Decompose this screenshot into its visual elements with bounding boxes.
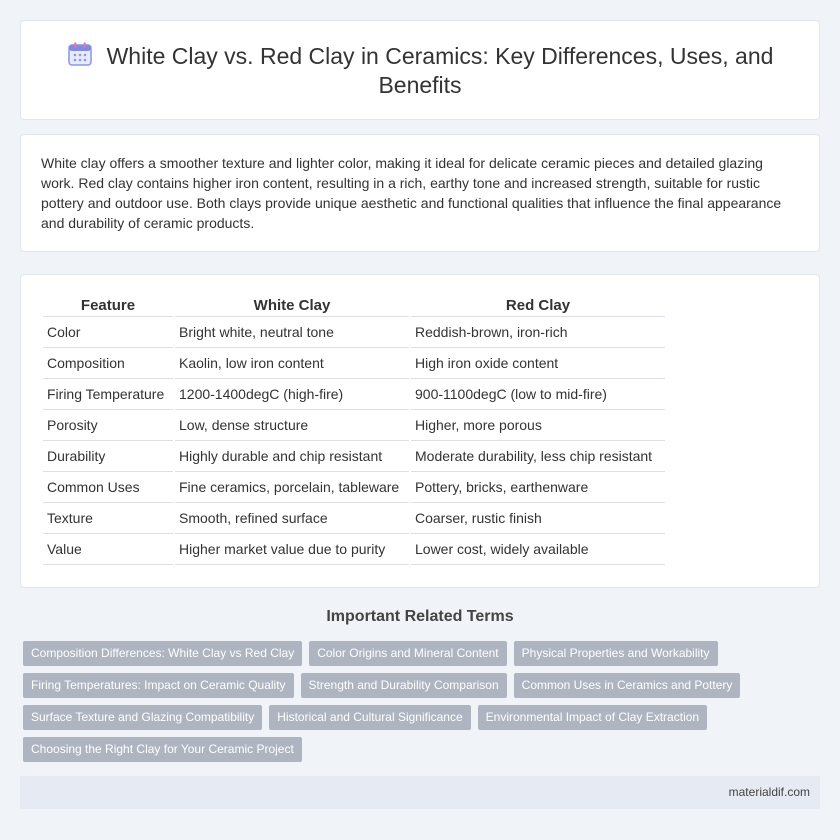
- comparison-table-card: [20, 274, 820, 588]
- related-tag-surface-texture[interactable]: Surface Texture and Glazing Compatibility: [23, 705, 262, 730]
- related-tag-firing-temperatures[interactable]: Firing Temperatures: Impact on Ceramic Quality: [23, 673, 294, 698]
- cell-red-clay: Lower cost, widely available: [411, 534, 665, 565]
- cell-feature: Color: [43, 317, 173, 348]
- cell-red-clay: 900-1100degC (low to mid-fire): [411, 379, 665, 410]
- cell-red-clay: Coarser, rustic finish: [411, 503, 665, 534]
- page-title: White Clay vs. Red Clay in Ceramics: Key Differences, Uses, and Benefits: [106, 42, 774, 98]
- cell-red-clay: High iron oxide content: [411, 348, 665, 379]
- cell-red-clay: Moderate durability, less chip resistant: [411, 441, 665, 472]
- table-row: [43, 472, 665, 503]
- cell-white-clay: 1200-1400degC (high-fire): [175, 379, 409, 410]
- cell-red-clay: Higher, more porous: [411, 410, 665, 441]
- header-feature: Feature: [43, 295, 173, 317]
- related-tag-choosing-right-clay[interactable]: Choosing the Right Clay for Your Ceramic Project: [23, 737, 302, 762]
- table-row: [43, 379, 665, 410]
- cell-red-clay: Reddish-brown, iron-rich: [411, 317, 665, 348]
- cell-white-clay: Kaolin, low iron content: [175, 348, 409, 379]
- footer-site-link[interactable]: materialdif.com: [728, 785, 810, 799]
- related-terms-tags: [23, 641, 823, 769]
- related-tag-color-origins[interactable]: Color Origins and Mineral Content: [309, 641, 506, 666]
- table-row: [43, 348, 665, 379]
- cell-feature: Texture: [43, 503, 173, 534]
- table-header-row: [43, 295, 665, 317]
- cell-feature: Firing Temperature: [43, 379, 173, 410]
- cell-feature: Value: [43, 534, 173, 565]
- header-white-clay: White Clay: [175, 295, 409, 317]
- calendar-icon: [67, 41, 93, 67]
- footer: [20, 776, 820, 809]
- cell-white-clay: Fine ceramics, porcelain, tableware: [175, 472, 409, 503]
- cell-feature: Common Uses: [43, 472, 173, 503]
- intro-card: [20, 134, 820, 252]
- table-row: [43, 534, 665, 565]
- cell-white-clay: Low, dense structure: [175, 410, 409, 441]
- table-row: [43, 317, 665, 348]
- cell-feature: Composition: [43, 348, 173, 379]
- related-tag-strength-durability[interactable]: Strength and Durability Comparison: [301, 673, 507, 698]
- cell-white-clay: Highly durable and chip resistant: [175, 441, 409, 472]
- cell-feature: Porosity: [43, 410, 173, 441]
- table-row: [43, 441, 665, 472]
- related-tag-physical-properties[interactable]: Physical Properties and Workability: [514, 641, 718, 666]
- related-tag-composition-differences[interactable]: Composition Differences: White Clay vs Red Clay: [23, 641, 302, 666]
- table-row: [43, 410, 665, 441]
- cell-white-clay: Smooth, refined surface: [175, 503, 409, 534]
- header-card: [20, 20, 820, 120]
- comparison-table: [41, 295, 667, 565]
- cell-white-clay: Bright white, neutral tone: [175, 317, 409, 348]
- cell-white-clay: Higher market value due to purity: [175, 534, 409, 565]
- related-terms-title: Important Related Terms: [326, 608, 514, 625]
- intro-paragraph: White clay offers a smoother texture and lighter color, making it ideal for delicate ceramic pieces and detailed glazing work. Red clay contains higher iron content, resulting in a rich, earthy tone and increased strength, suitable for rustic pottery and outdoor use. Both clays provide unique aesthetic and functional qualities that influence the final appearance and durability of ceramic products.: [41, 155, 782, 231]
- header-red-clay: Red Clay: [411, 295, 665, 317]
- related-tag-common-uses[interactable]: Common Uses in Ceramics and Pottery: [514, 673, 741, 698]
- related-tag-environmental-impact[interactable]: Environmental Impact of Clay Extraction: [478, 705, 707, 730]
- cell-red-clay: Pottery, bricks, earthenware: [411, 472, 665, 503]
- cell-feature: Durability: [43, 441, 173, 472]
- related-tag-historical-significance[interactable]: Historical and Cultural Significance: [269, 705, 470, 730]
- table-row: [43, 503, 665, 534]
